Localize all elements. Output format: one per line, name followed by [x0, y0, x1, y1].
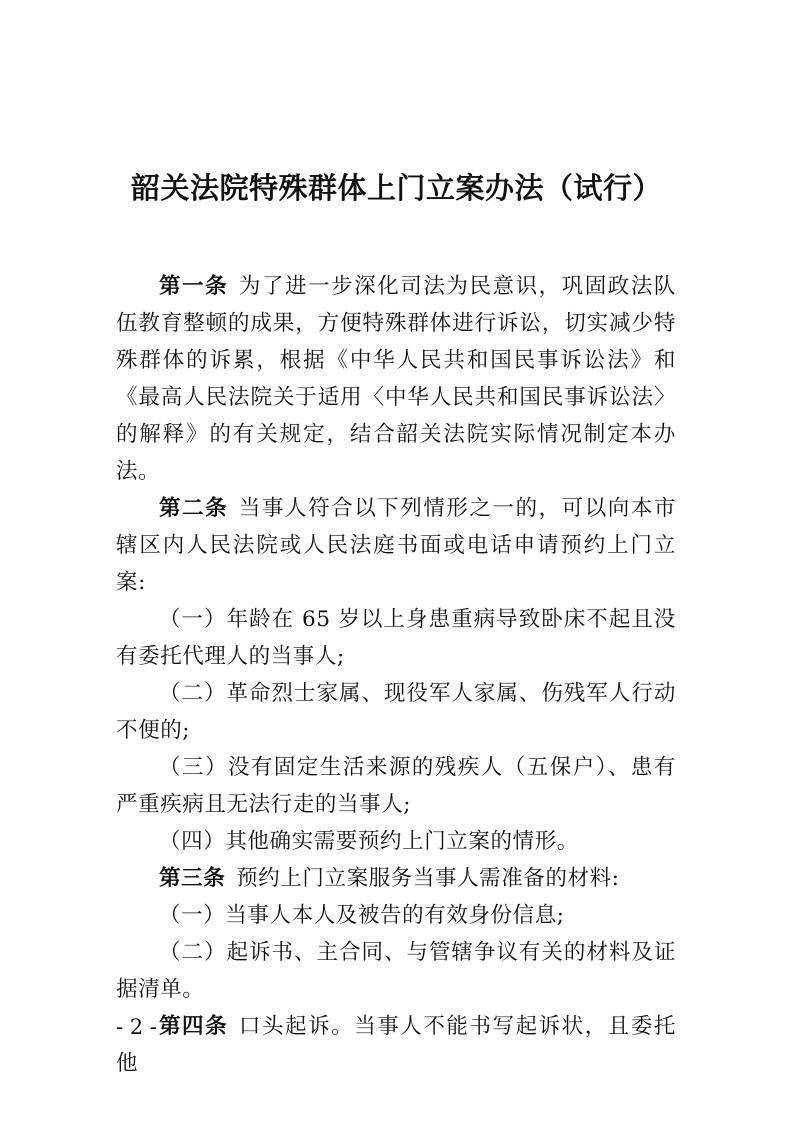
article-lead: 第四条	[159, 1014, 229, 1039]
article-2-item-1	[116, 601, 676, 675]
article-lead: 第三条	[159, 866, 226, 891]
article-3	[116, 860, 676, 897]
document-body	[116, 268, 676, 1082]
article-2-item-3	[116, 749, 676, 823]
item-text: （二）革命烈士家属、现役军人家属、伤残军人行动不便的;	[116, 681, 676, 743]
article-lead: 第二条	[159, 496, 229, 521]
item-text: （三）没有固定生活来源的残疾人（五保户）、患有严重疾病且无法行走的当事人;	[116, 755, 676, 817]
article-2	[116, 490, 676, 601]
document-title: 韶关法院特殊群体上门立案办法（试行）	[130, 171, 662, 205]
article-text: 为了进一步深化司法为民意识，巩固政法队伍教育整顿的成果，方便特殊群体进行诉讼，切实减少特殊群体的诉累，根据《中华人民共和国民事诉讼法》和《最高人民法院关于适用〈中华人民共和国民事诉讼法〉的解释》的有关规定，结合韶关法院实际情况制定本办法。	[116, 274, 676, 484]
article-3-item-2	[116, 934, 676, 1008]
article-lead: 第一条	[159, 274, 229, 299]
item-text: （四）其他确实需要预约上门立案的情形。	[159, 829, 579, 854]
article-text: 口头起诉。当事人不能书写起诉状，且委托他	[116, 1014, 676, 1076]
article-text: 预约上门立案服务当事人需准备的材料:	[236, 866, 620, 891]
article-3-item-1	[116, 897, 676, 934]
item-text: （一）当事人本人及被告的有效身份信息;	[159, 903, 565, 928]
article-2-item-4	[116, 823, 676, 860]
article-4	[116, 1008, 676, 1082]
article-text: 当事人符合以下列情形之一的，可以向本市辖区内人民法院或人民法庭书面或电话申请预约上门立案:	[116, 496, 676, 595]
article-2-item-2	[116, 675, 676, 749]
article-1	[116, 268, 676, 490]
item-text: （二）起诉书、主合同、与管辖争议有关的材料及证据清单。	[116, 940, 676, 1002]
item-text: （一）年龄在 65 岁以上身患重病导致卧床不起且没有委托代理人的当事人;	[116, 607, 676, 669]
page-number: - 2 -	[116, 1015, 157, 1039]
